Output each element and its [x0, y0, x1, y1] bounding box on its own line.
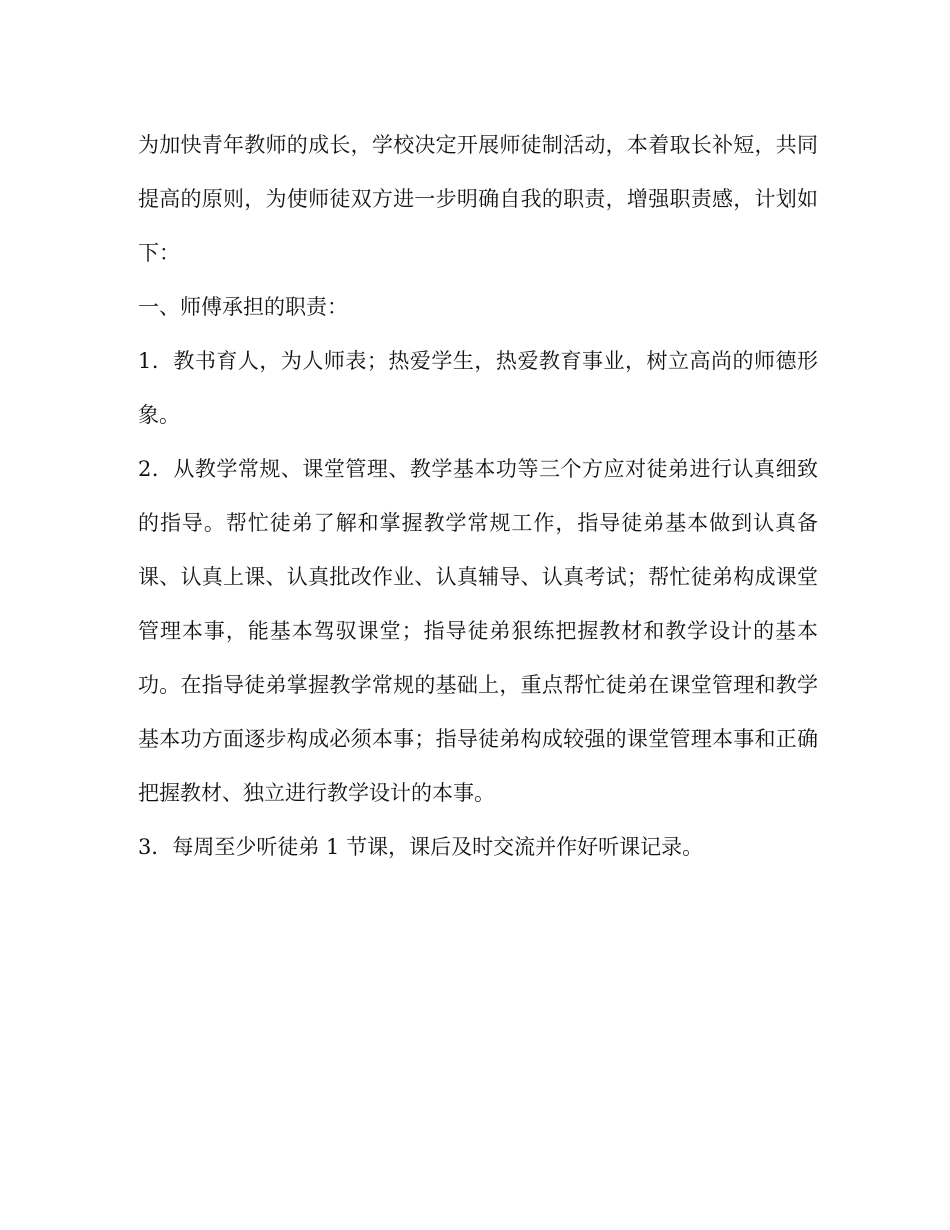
document-body — [138, 118, 818, 874]
duty-item-2: 2．从教学常规、课堂管理、教学基本功等三个方应对徒弟进行认真细致的指导。帮忙徒弟了解和掌握教学常规工作，指导徒弟基本做到认真备课、认真上课、认真批改作业、认真辅导、认真考试；帮忙徒弟构成课堂管理本事，能基本驾驭课堂；指导徒弟狠练把握教材和教学设计的基本功。在指导徒弟掌握教学常规的基础上，重点帮忙徒弟在课堂管理和教学基本功方面逐步构成必须本事；指导徒弟构成较强的课堂管理本事和正确把握教材、独立进行教学设计的本事。 — [138, 457, 818, 805]
intro-paragraph: 为加快青年教师的成长，学校决定开展师徒制活动，本着取长补短，共同提高的原则，为使师徒双方进一步明确自我的职责，增强职责感，计划如下： — [138, 133, 818, 265]
duty-item-1: 1．教书育人，为人师表；热爱学生，热爱教育事业，树立高尚的师德形象。 — [138, 349, 818, 427]
section-heading-mentor-duties: 一、师傅承担的职责： — [138, 295, 348, 319]
duty-item-3: 3．每周至少听徒弟 1 节课，课后及时交流并作好听课记录。 — [138, 835, 704, 859]
